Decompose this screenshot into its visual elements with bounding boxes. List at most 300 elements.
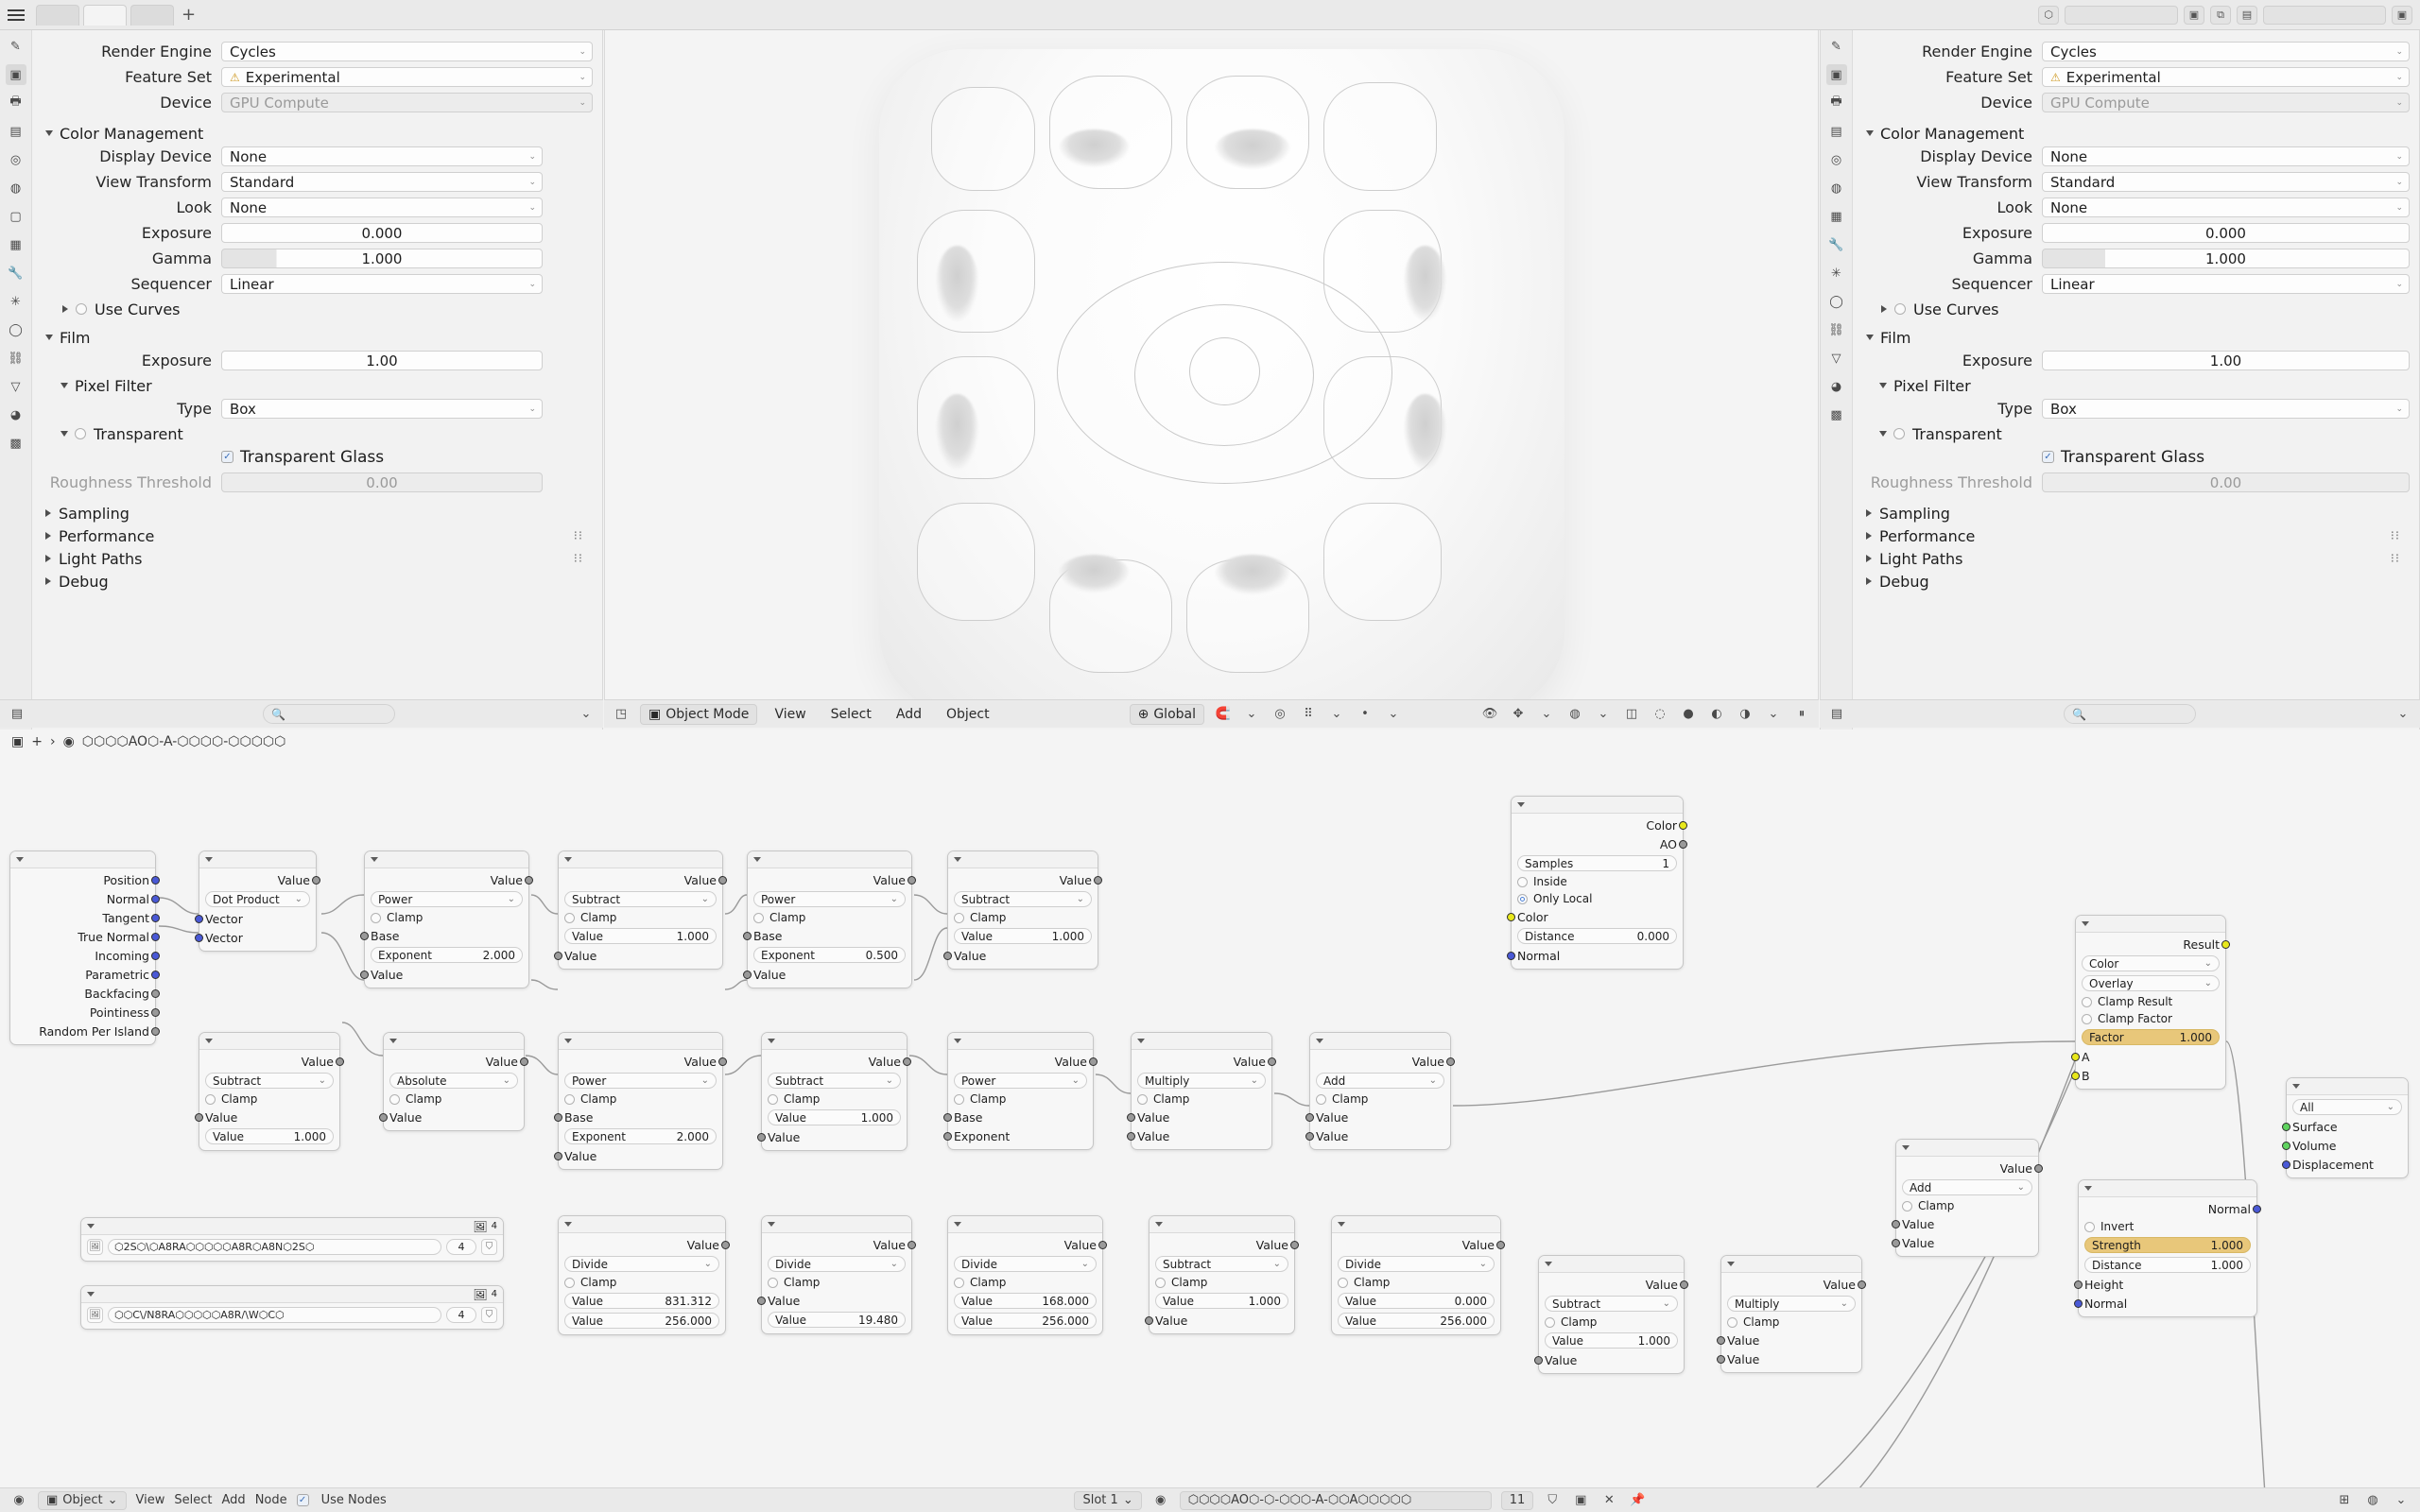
socket-row-value-b[interactable] — [1137, 1128, 1266, 1143]
socket-row-value-in[interactable] — [564, 948, 717, 963]
light-paths-menu-icon[interactable]: ⁝⁝ — [2390, 551, 2400, 566]
render-properties-icon[interactable]: ▣ — [6, 64, 26, 85]
socket-row-value-in[interactable] — [768, 1129, 901, 1144]
socket-output[interactable] — [721, 1241, 730, 1249]
value-field-1[interactable] — [564, 1293, 719, 1309]
output-properties-icon[interactable]: 🖶 — [9, 94, 22, 109]
clamp-toggle[interactable] — [954, 1092, 1087, 1106]
socket-output[interactable] — [2253, 1205, 2261, 1213]
clamp-toggle[interactable] — [1338, 1276, 1495, 1289]
socket-output[interactable] — [151, 989, 160, 998]
new-scene-icon[interactable]: ▣ — [2184, 6, 2204, 25]
value-field-2[interactable] — [768, 1312, 906, 1328]
overlay-extra-icon[interactable]: • — [1361, 707, 1369, 721]
socket-row-color-out[interactable] — [1517, 817, 1677, 833]
node-header[interactable] — [365, 851, 528, 868]
value-field-1[interactable] — [954, 1293, 1097, 1309]
workspace-tab[interactable] — [130, 5, 174, 26]
shading-dropdown-icon[interactable]: ⌄ — [1768, 707, 1779, 721]
socket-row-value[interactable] — [753, 872, 906, 887]
socket-row-normal-out[interactable] — [2084, 1201, 2251, 1216]
roughness-threshold-field[interactable]: 0.00 — [221, 472, 543, 492]
node-header[interactable] — [948, 1033, 1093, 1050]
node-math-subtract-4[interactable] — [761, 1032, 908, 1151]
node-math-subtract-5[interactable] — [1149, 1215, 1295, 1334]
socket-row-value[interactable] — [1338, 1237, 1495, 1252]
film-section[interactable] — [32, 326, 602, 349]
operation-dropdown[interactable] — [768, 1256, 906, 1272]
socket-input[interactable] — [743, 932, 752, 940]
socket-input[interactable] — [1892, 1220, 1900, 1228]
menu-add[interactable]: Add — [221, 1493, 246, 1507]
socket-output[interactable] — [1290, 1241, 1299, 1249]
socket-input[interactable] — [2282, 1160, 2290, 1169]
node-image-texture-2[interactable] — [80, 1285, 504, 1330]
operation-dropdown[interactable] — [1338, 1256, 1495, 1272]
operation-dropdown[interactable] — [1902, 1179, 2032, 1195]
value-field-2[interactable] — [564, 1313, 719, 1329]
socket-row-value[interactable] — [205, 872, 310, 887]
socket-row-vector-a[interactable] — [205, 911, 310, 926]
use-curves-toggle[interactable] — [1894, 303, 1906, 315]
node-header[interactable] — [762, 1033, 907, 1050]
physics-properties-icon[interactable]: ◯ — [9, 322, 23, 337]
tool-icon[interactable]: ✎ — [10, 39, 21, 54]
clamp-toggle[interactable] — [1137, 1092, 1266, 1106]
menu-object[interactable]: Object — [945, 706, 990, 722]
socket-row-surface[interactable] — [2292, 1119, 2402, 1134]
node-math-divide-4[interactable] — [1331, 1215, 1501, 1335]
socket-row-value[interactable] — [768, 1237, 906, 1252]
socket-input[interactable] — [943, 1132, 952, 1141]
node-header[interactable] — [948, 1216, 1102, 1233]
socket-output[interactable] — [718, 876, 727, 885]
socket-output[interactable] — [336, 1057, 344, 1066]
collection-properties-icon[interactable]: ▢ — [9, 209, 22, 224]
value-field-1[interactable] — [564, 928, 717, 944]
shading-solid-icon[interactable]: ● — [1683, 707, 1694, 721]
menu-view[interactable]: View — [774, 706, 806, 722]
use-curves-section[interactable] — [1853, 298, 2419, 320]
data-properties-icon[interactable]: ▽ — [10, 379, 21, 394]
socket-row-value[interactable] — [205, 1054, 334, 1069]
proportional-falloff-icon[interactable]: ⠿ — [1304, 707, 1313, 721]
workspace-tab[interactable] — [36, 5, 79, 26]
scene-properties-icon[interactable]: ◎ — [1830, 152, 1842, 167]
shading-wireframe-icon[interactable]: ◌ — [1654, 707, 1666, 721]
node-math-multiply-1[interactable] — [1131, 1032, 1272, 1150]
transparent-section[interactable] — [1853, 422, 2419, 445]
new-material-icon[interactable]: ▣ — [1575, 1493, 1587, 1507]
object-properties-icon[interactable]: ▦ — [1830, 209, 1842, 224]
editor-type-icon[interactable]: ▣ — [11, 734, 25, 749]
socket-row-normal[interactable] — [16, 891, 149, 906]
socket-output[interactable] — [1679, 821, 1687, 830]
socket-row-value[interactable] — [1316, 1054, 1444, 1069]
operation-dropdown[interactable] — [954, 891, 1092, 907]
socket-row-value-a[interactable] — [1902, 1216, 2032, 1231]
roughness-threshold-field[interactable]: 0.00 — [2042, 472, 2410, 492]
socket-input[interactable] — [195, 1113, 203, 1122]
exposure-slider[interactable] — [221, 223, 543, 243]
node-math-divide-1[interactable] — [558, 1215, 726, 1335]
socket-row-backfacing[interactable] — [16, 986, 149, 1001]
material-browse-icon[interactable]: ◉ — [1155, 1493, 1167, 1507]
operation-dropdown[interactable] — [205, 1073, 334, 1089]
socket-input[interactable] — [554, 1113, 562, 1122]
node-math-power-1[interactable] — [364, 850, 529, 988]
node-header[interactable] — [1310, 1033, 1450, 1050]
socket-input[interactable] — [195, 915, 203, 923]
socket-input[interactable] — [2074, 1280, 2083, 1289]
socket-input[interactable] — [195, 934, 203, 942]
node-bump[interactable] — [2078, 1179, 2257, 1317]
node-header[interactable] — [2076, 916, 2225, 933]
transparent-glass-checkbox[interactable]: ✓ — [221, 451, 233, 463]
pixel-filter-section[interactable] — [1853, 374, 2419, 397]
value-field-1[interactable] — [768, 1109, 901, 1125]
socket-output[interactable] — [151, 952, 160, 960]
socket-output[interactable] — [151, 914, 160, 922]
shading-rendered-icon[interactable]: ◑ — [1739, 707, 1751, 721]
view-transform-dropdown[interactable] — [2042, 172, 2410, 192]
node-header[interactable] — [748, 851, 911, 868]
operation-dropdown[interactable] — [1316, 1073, 1444, 1089]
socket-input[interactable] — [1145, 1316, 1153, 1325]
socket-output[interactable] — [1268, 1057, 1276, 1066]
socket-input[interactable] — [1534, 1356, 1543, 1365]
node-header[interactable] — [559, 1033, 722, 1050]
sampling-section[interactable] — [1853, 502, 2419, 524]
performance-menu-icon[interactable]: ⁝⁝ — [2390, 528, 2400, 543]
socket-input[interactable] — [743, 971, 752, 979]
transparent-toggle[interactable] — [75, 428, 86, 439]
clamp-factor-toggle[interactable] — [2082, 1012, 2220, 1025]
transparent-glass-checkbox[interactable]: ✓ — [2042, 451, 2054, 463]
clamp-toggle[interactable] — [564, 1276, 719, 1289]
modifier-properties-icon[interactable]: 🔧 — [8, 266, 24, 281]
socket-input[interactable] — [2282, 1123, 2290, 1131]
operation-dropdown[interactable] — [1155, 1256, 1288, 1272]
socket-row-value-in[interactable] — [954, 948, 1092, 963]
pause-icon[interactable]: ⏸ — [1798, 707, 1806, 721]
gizmo-dropdown-icon[interactable]: ⌄ — [1541, 707, 1552, 721]
shield-icon[interactable]: ⛉ — [1547, 1493, 1558, 1507]
clamp-toggle[interactable] — [564, 911, 717, 924]
socket-output[interactable] — [312, 876, 320, 885]
node-header[interactable] — [1896, 1140, 2038, 1157]
socket-output[interactable] — [151, 933, 160, 941]
color-management-section[interactable] — [32, 122, 602, 145]
node-math-power-4[interactable] — [947, 1032, 1094, 1150]
pixel-filter-type-dropdown[interactable] — [221, 399, 543, 419]
menu-select[interactable]: Select — [174, 1493, 213, 1507]
node-math-subtract-3[interactable] — [199, 1032, 340, 1151]
node-mix-color[interactable] — [2075, 915, 2226, 1090]
modifier-properties-icon[interactable]: 🔧 — [1828, 237, 1844, 252]
socket-row-a[interactable] — [2082, 1049, 2220, 1064]
film-section[interactable] — [1853, 326, 2419, 349]
socket-row-value-in[interactable] — [1545, 1352, 1678, 1367]
socket-row-value[interactable] — [1545, 1277, 1678, 1292]
tool-icon[interactable]: ✎ — [1831, 39, 1841, 54]
socket-row-value-a[interactable] — [1727, 1332, 1856, 1348]
node-header[interactable] — [1332, 1216, 1500, 1233]
socket-row-result[interactable] — [2082, 936, 2220, 952]
socket-input[interactable] — [1305, 1132, 1314, 1141]
socket-output[interactable] — [1094, 876, 1102, 885]
image-name-field[interactable]: ⬡2S⬡\⬡A8RA⬡⬡⬡⬡⬡A8R⬡A8N⬡2S⬡ — [108, 1239, 441, 1255]
socket-row-value[interactable] — [1137, 1054, 1266, 1069]
menu-view[interactable]: View — [135, 1493, 165, 1507]
performance-menu-icon[interactable]: ⁝⁝ — [573, 528, 583, 543]
render-engine-dropdown[interactable] — [221, 42, 593, 61]
socket-row-base[interactable] — [753, 928, 906, 943]
properties-search-right[interactable] — [2064, 704, 2196, 724]
look-dropdown[interactable] — [2042, 198, 2410, 217]
use-curves-section[interactable] — [32, 298, 602, 320]
node-header[interactable] — [199, 851, 316, 868]
node-header[interactable] — [762, 1216, 911, 1233]
xray-icon[interactable]: ◫ — [1625, 707, 1638, 721]
operation-dropdown[interactable] — [1545, 1296, 1678, 1312]
node-header[interactable] — [199, 1033, 339, 1050]
pixel-filter-section[interactable] — [32, 374, 602, 397]
image-user-count[interactable]: 4 — [446, 1307, 476, 1323]
socket-output[interactable] — [151, 1027, 160, 1036]
socket-row-normal-in[interactable] — [1517, 948, 1677, 963]
socket-row-vector-b[interactable] — [205, 930, 310, 945]
overlay-dropdown-icon[interactable]: ⌄ — [2395, 1493, 2407, 1507]
socket-row-value-in[interactable] — [371, 967, 523, 982]
socket-output[interactable] — [2034, 1164, 2043, 1173]
overlay-icon[interactable]: ◍ — [2367, 1493, 2378, 1507]
socket-input[interactable] — [1507, 952, 1515, 960]
shield-icon[interactable]: ⛉ — [481, 1307, 497, 1323]
socket-row-base[interactable] — [954, 1109, 1087, 1125]
blend-mode-dropdown[interactable] — [2082, 975, 2220, 991]
operation-dropdown[interactable] — [954, 1073, 1087, 1089]
overlay-extra-dropdown-icon[interactable]: ⌄ — [1388, 707, 1399, 721]
debug-section[interactable] — [32, 570, 602, 593]
node-header[interactable] — [1150, 1216, 1294, 1233]
socket-row-b[interactable] — [2082, 1068, 2220, 1083]
socket-row-value[interactable] — [954, 872, 1092, 887]
close-icon[interactable]: ✕ — [1603, 1493, 1615, 1507]
socket-output[interactable] — [151, 971, 160, 979]
value-field-1[interactable] — [1155, 1293, 1288, 1309]
editor-type-icon[interactable]: ▤ — [10, 707, 24, 721]
view-layer-properties-icon[interactable]: ▤ — [9, 124, 22, 139]
socket-input[interactable] — [757, 1133, 766, 1142]
image-user-count[interactable]: 4 — [446, 1239, 476, 1255]
socket-input[interactable] — [554, 952, 562, 960]
node-image-texture-1[interactable] — [80, 1217, 504, 1262]
socket-row-value-in[interactable] — [205, 1109, 334, 1125]
exponent-field[interactable] — [753, 947, 906, 963]
node-math-power-2[interactable] — [747, 850, 912, 988]
color-management-section[interactable] — [1853, 122, 2419, 145]
orientation-dropdown[interactable] — [1130, 704, 1204, 725]
clamp-toggle[interactable] — [389, 1092, 518, 1106]
socket-output[interactable] — [1679, 840, 1687, 849]
socket-row-position[interactable] — [16, 872, 149, 887]
node-ambient-occlusion[interactable] — [1511, 796, 1684, 970]
gizmo-icon[interactable]: ✥ — [1512, 707, 1524, 721]
view-layer-field[interactable] — [2263, 6, 2386, 25]
device-dropdown[interactable] — [2042, 93, 2410, 112]
view-layer-properties-icon[interactable]: ▤ — [1830, 124, 1842, 139]
distance-field[interactable] — [1517, 928, 1677, 944]
socket-input[interactable] — [2071, 1072, 2080, 1080]
socket-row-pointiness[interactable] — [16, 1005, 149, 1020]
socket-row-value-a[interactable] — [1137, 1109, 1266, 1125]
object-properties-icon[interactable]: ▦ — [9, 237, 22, 252]
data-type-dropdown[interactable] — [2082, 955, 2220, 971]
clamp-toggle[interactable] — [768, 1092, 901, 1106]
socket-row-value-in[interactable] — [753, 967, 906, 982]
socket-row-value[interactable] — [389, 1054, 518, 1069]
shield-icon[interactable]: ⛉ — [481, 1239, 497, 1255]
display-device-dropdown[interactable] — [221, 146, 543, 166]
transparent-toggle[interactable] — [1893, 428, 1905, 439]
image-icon[interactable]: 🖼 — [473, 1219, 488, 1233]
filter-icon[interactable]: ⌄ — [580, 707, 592, 721]
socket-input[interactable] — [2282, 1142, 2290, 1150]
node-math-divide-3[interactable] — [947, 1215, 1103, 1335]
samples-field[interactable] — [1517, 855, 1677, 871]
clamp-toggle[interactable] — [768, 1276, 906, 1289]
overlays-icon[interactable]: ◍ — [1569, 707, 1581, 721]
light-paths-section[interactable] — [1853, 547, 2419, 570]
socket-row-value-in[interactable] — [768, 1293, 906, 1308]
socket-row-value[interactable] — [954, 1054, 1087, 1069]
node-tree-icon[interactable]: ◉ — [62, 734, 75, 749]
value-field-2[interactable] — [1338, 1313, 1495, 1329]
particles-properties-icon[interactable]: ✳ — [10, 294, 21, 309]
gamma-slider[interactable] — [221, 249, 543, 268]
clamp-toggle[interactable] — [954, 911, 1092, 924]
node-header[interactable] — [2287, 1078, 2408, 1095]
socket-row-true-normal[interactable] — [16, 929, 149, 944]
socket-row-value-in[interactable] — [389, 1109, 518, 1125]
menu-add[interactable]: Add — [895, 706, 922, 722]
socket-row-height[interactable] — [2084, 1277, 2251, 1292]
overlays-dropdown-icon[interactable]: ⌄ — [1598, 707, 1609, 721]
node-header[interactable] — [384, 1033, 524, 1050]
socket-row-normal-in[interactable] — [2084, 1296, 2251, 1311]
exposure-slider[interactable] — [2042, 223, 2410, 243]
constraint-properties-icon[interactable]: ⛓ — [1828, 322, 1844, 337]
socket-input[interactable] — [757, 1297, 766, 1305]
node-header[interactable] — [2079, 1180, 2256, 1197]
output-properties-icon[interactable]: 🖶 — [1830, 94, 1842, 109]
clamp-toggle[interactable] — [371, 911, 523, 924]
shader-type-dropdown[interactable] — [38, 1491, 127, 1510]
clamp-toggle[interactable] — [1727, 1315, 1856, 1329]
socket-row-value[interactable] — [768, 1054, 901, 1069]
socket-input[interactable] — [1717, 1336, 1725, 1345]
data-properties-icon[interactable]: ▽ — [1831, 351, 1841, 366]
value-field-1[interactable] — [954, 928, 1092, 944]
socket-output[interactable] — [903, 1057, 911, 1066]
node-header[interactable] — [81, 1218, 503, 1235]
node-header[interactable] — [559, 851, 722, 868]
operation-dropdown[interactable] — [768, 1073, 901, 1089]
node-math-multiply-2[interactable] — [1720, 1255, 1862, 1373]
value-field-1[interactable] — [1545, 1332, 1678, 1349]
only-local-toggle[interactable] — [1517, 892, 1677, 905]
view-transform-dropdown[interactable] — [221, 172, 543, 192]
socket-input[interactable] — [2071, 1053, 2080, 1061]
socket-row-value[interactable] — [371, 872, 523, 887]
pixel-filter-type-dropdown[interactable] — [2042, 399, 2410, 419]
socket-input[interactable] — [1305, 1113, 1314, 1122]
socket-row-value[interactable] — [954, 1237, 1097, 1252]
device-dropdown[interactable] — [221, 93, 593, 112]
visibility-icon[interactable]: 👁 — [1481, 707, 1498, 721]
node-math-add-2[interactable] — [1895, 1139, 2039, 1257]
socket-input[interactable] — [1717, 1355, 1725, 1364]
socket-output[interactable] — [1858, 1280, 1866, 1289]
socket-output[interactable] — [1680, 1280, 1688, 1289]
render-properties-icon[interactable]: ▣ — [1826, 64, 1847, 85]
operation-dropdown[interactable] — [753, 891, 906, 907]
node-math-subtract-6[interactable] — [1538, 1255, 1685, 1374]
socket-row-value-in[interactable] — [1155, 1313, 1288, 1328]
socket-input[interactable] — [554, 1152, 562, 1160]
shader-node-editor[interactable] — [0, 730, 2420, 1487]
display-device-dropdown[interactable] — [2042, 146, 2410, 166]
image-name-field[interactable]: ⬡⬡C\/N8RA⬡⬡⬡⬡⬡A8R/\W⬡C⬡ — [108, 1307, 441, 1323]
clamp-result-toggle[interactable] — [2082, 995, 2220, 1008]
socket-input[interactable] — [379, 1113, 388, 1122]
socket-row-value[interactable] — [1727, 1277, 1856, 1292]
value-field-2[interactable] — [205, 1128, 334, 1144]
image-icon[interactable]: 🖼 — [473, 1287, 488, 1301]
socket-output[interactable] — [1446, 1057, 1455, 1066]
scene-properties-icon[interactable]: ◎ — [9, 152, 22, 167]
operation-dropdown[interactable] — [371, 891, 523, 907]
node-header[interactable] — [81, 1286, 503, 1303]
world-properties-icon[interactable]: ◍ — [1830, 180, 1842, 196]
socket-row-displacement[interactable] — [2292, 1157, 2402, 1172]
node-header[interactable] — [1721, 1256, 1861, 1273]
socket-row-value-a[interactable] — [1316, 1109, 1444, 1125]
material-properties-icon[interactable]: ◕ — [1830, 379, 1842, 394]
distance-field[interactable] — [2084, 1257, 2251, 1273]
operation-dropdown[interactable] — [954, 1256, 1097, 1272]
clamp-toggle[interactable] — [205, 1092, 334, 1106]
socket-input[interactable] — [1507, 913, 1515, 921]
clamp-toggle[interactable] — [564, 1092, 717, 1106]
scene-icon[interactable]: ⬡ — [2038, 6, 2059, 25]
view-layer-icon[interactable]: ▤ — [2237, 6, 2257, 25]
scene-field[interactable] — [2065, 6, 2178, 25]
exponent-field[interactable] — [564, 1128, 717, 1144]
particles-properties-icon[interactable]: ✳ — [1831, 266, 1841, 281]
socket-output[interactable] — [151, 876, 160, 885]
socket-row-color-in[interactable] — [1517, 909, 1677, 924]
target-dropdown[interactable] — [2292, 1099, 2402, 1115]
sampling-section[interactable] — [32, 502, 602, 524]
factor-field[interactable] — [2082, 1029, 2220, 1045]
node-math-subtract-1[interactable] — [558, 850, 723, 970]
socket-output[interactable] — [1098, 1241, 1107, 1249]
socket-output[interactable] — [908, 1241, 916, 1249]
performance-section[interactable] — [32, 524, 602, 547]
socket-input[interactable] — [360, 971, 369, 979]
